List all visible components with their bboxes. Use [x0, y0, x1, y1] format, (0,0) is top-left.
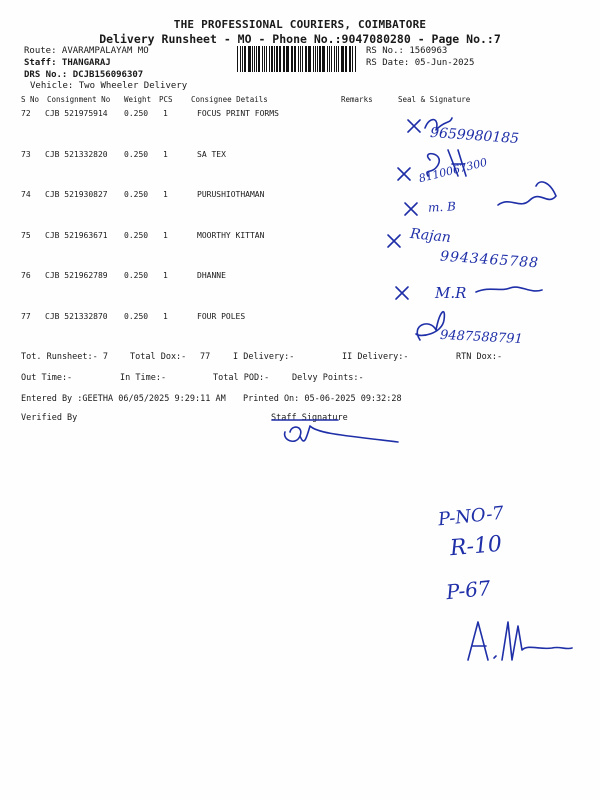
row-sno: 74 [21, 190, 31, 199]
row-sno: 72 [21, 109, 31, 118]
row-pcs: 1 [163, 312, 168, 321]
runsheet-subtitle: Delivery Runsheet - MO - Phone No.:9047080280 - Page No.:7 [99, 32, 501, 46]
row-consignment: CJB 521963671 [45, 231, 108, 240]
handwritten-note: R-10 [449, 531, 503, 562]
barcode-bar [315, 46, 316, 72]
handwritten-note: P-NO-7 [437, 502, 505, 531]
col-header-pcs: PCS [159, 95, 173, 104]
rs-date: RS Date: 05-Jun-2025 [366, 58, 475, 68]
handwritten-phone: 9487588791 [439, 327, 524, 348]
tot-runsheet: Tot. Runsheet:- 7 [21, 352, 108, 362]
barcode-bar [264, 46, 265, 72]
row-sno: 73 [21, 150, 31, 159]
col-header-seal: Seal & Signature [398, 95, 471, 104]
barcode-bar [249, 46, 250, 72]
row-weight: 0.250 [124, 109, 149, 118]
barcode-bar [252, 46, 253, 72]
printed-on: Printed On: 05-06-2025 09:32:28 [243, 394, 402, 404]
col-header-remarks: Remarks [341, 95, 373, 104]
handwritten-note: P-67 [444, 575, 492, 605]
i-delivery: I Delivery:- [233, 352, 295, 362]
barcode-bar [280, 46, 281, 72]
col-header-sno: S No [21, 95, 40, 104]
barcode-bar [329, 46, 330, 72]
row-pcs: 1 [163, 190, 168, 199]
handwritten-phone: 8110067300 [417, 155, 489, 186]
barcode-bar [266, 46, 267, 72]
staff-label: Staff: THANGARAJ [24, 58, 111, 68]
row-consignee: MOORTHY KITTAN [197, 231, 265, 240]
barcode-bar [334, 46, 335, 72]
verified-by: Verified By [21, 413, 78, 423]
barcode-bar [319, 46, 320, 72]
barcode-bar [298, 46, 299, 72]
row-consignee: DHANNE [197, 271, 226, 280]
barcode-bar [336, 46, 337, 72]
row-consignment: CJB 521332820 [45, 150, 108, 159]
barcode-bar [254, 46, 255, 72]
row-weight: 0.250 [124, 190, 149, 199]
barcode-bar [331, 46, 332, 72]
in-time: In Time:- [120, 373, 167, 383]
rs-number: RS No.: 1560963 [366, 46, 448, 56]
barcode-image [237, 46, 357, 72]
barcode-bar [283, 46, 284, 72]
row-sno: 75 [21, 231, 31, 240]
barcode-bar [313, 46, 314, 72]
col-header-consignee: Consignee Details [191, 95, 268, 104]
handwritten-name: Rajan [409, 225, 452, 247]
row-consignee: FOCUS PRINT FORMS [197, 109, 279, 118]
total-dox-label: Total Dox:- [130, 352, 187, 362]
barcode-bar [248, 46, 249, 72]
row-pcs: 1 [163, 231, 168, 240]
barcode-bar [294, 46, 295, 72]
barcode-bar [350, 46, 351, 72]
barcode-bar [256, 46, 257, 72]
barcode-bar [345, 46, 346, 72]
row-consignee: PURUSHIOTHAMAN [197, 190, 265, 199]
barcode-bar [309, 46, 310, 72]
row-consignee: FOUR POLES [197, 312, 246, 321]
handwritten-name: M.R [435, 284, 467, 302]
ii-delivery: II Delivery:- [342, 352, 409, 362]
col-header-consignment: Consignment No [47, 95, 111, 104]
delvy-points: Delvy Points:- [292, 373, 364, 383]
row-weight: 0.250 [124, 150, 149, 159]
row-pcs: 1 [163, 150, 168, 159]
staff-signature-label: Staff Signature [271, 413, 348, 423]
barcode-bar [355, 46, 356, 72]
barcode-bar [327, 46, 328, 72]
barcode-bar [317, 46, 318, 72]
row-consignment: CJB 521930827 [45, 190, 108, 199]
row-consignee: SA TEX [197, 150, 226, 159]
route-label: Route: AVARAMPALAYAM MO [24, 46, 149, 56]
drs-number: DRS No.: DCJB156096307 [24, 70, 144, 80]
barcode-bar [338, 46, 339, 72]
barcode-bar [302, 46, 303, 72]
total-dox-value: 77 [200, 352, 211, 362]
barcode-bar [291, 46, 292, 72]
barcode-bar [258, 46, 260, 72]
row-consignment: CJB 521332870 [45, 312, 108, 321]
barcode-bar [305, 46, 307, 72]
entered-by: Entered By :GEETHA 06/05/2025 9:29:11 AM [21, 394, 226, 404]
row-pcs: 1 [163, 109, 168, 118]
row-sno: 77 [21, 312, 31, 321]
barcode-bar [342, 46, 344, 72]
handwritten-phone: 9659980185 [429, 124, 520, 148]
handwritten-phone: 9943465788 [439, 248, 540, 272]
row-consignment: CJB 521962789 [45, 271, 108, 280]
barcode-bar [237, 46, 238, 72]
row-weight: 0.250 [124, 231, 149, 240]
row-weight: 0.250 [124, 271, 149, 280]
barcode-bar [262, 46, 263, 72]
row-pcs: 1 [163, 271, 168, 280]
barcode-bar [300, 46, 301, 72]
barcode-bar [286, 46, 287, 72]
barcode-bar [308, 46, 309, 72]
barcode-bar [349, 46, 350, 72]
barcode-bar [240, 46, 241, 72]
barcode-bar [322, 46, 323, 72]
barcode-bar [276, 46, 277, 72]
row-weight: 0.250 [124, 312, 149, 321]
handwritten-name: m. B [427, 199, 457, 215]
rtn-dox: RTN Dox:- [456, 352, 503, 362]
barcode-bar [323, 46, 325, 72]
company-title: THE PROFESSIONAL COURIERS, COIMBATORE [173, 18, 427, 31]
barcode-bar [352, 46, 353, 72]
barcode-bar [279, 46, 280, 72]
col-header-weight: Weight [124, 95, 152, 104]
vehicle-label: Vehicle: Two Wheeler Delivery [30, 81, 188, 91]
barcode-bar [271, 46, 273, 72]
barcode-bar [341, 46, 342, 72]
barcode-bar [287, 46, 289, 72]
barcode-bar [295, 46, 296, 72]
barcode-bar [242, 46, 243, 72]
out-time: Out Time:- [21, 373, 73, 383]
row-sno: 76 [21, 271, 31, 280]
total-pod: Total POD:- [213, 373, 270, 383]
barcode-bar [244, 46, 246, 72]
row-consignment: CJB 521975914 [45, 109, 108, 118]
barcode-bar [269, 46, 270, 72]
barcode-bar [274, 46, 275, 72]
